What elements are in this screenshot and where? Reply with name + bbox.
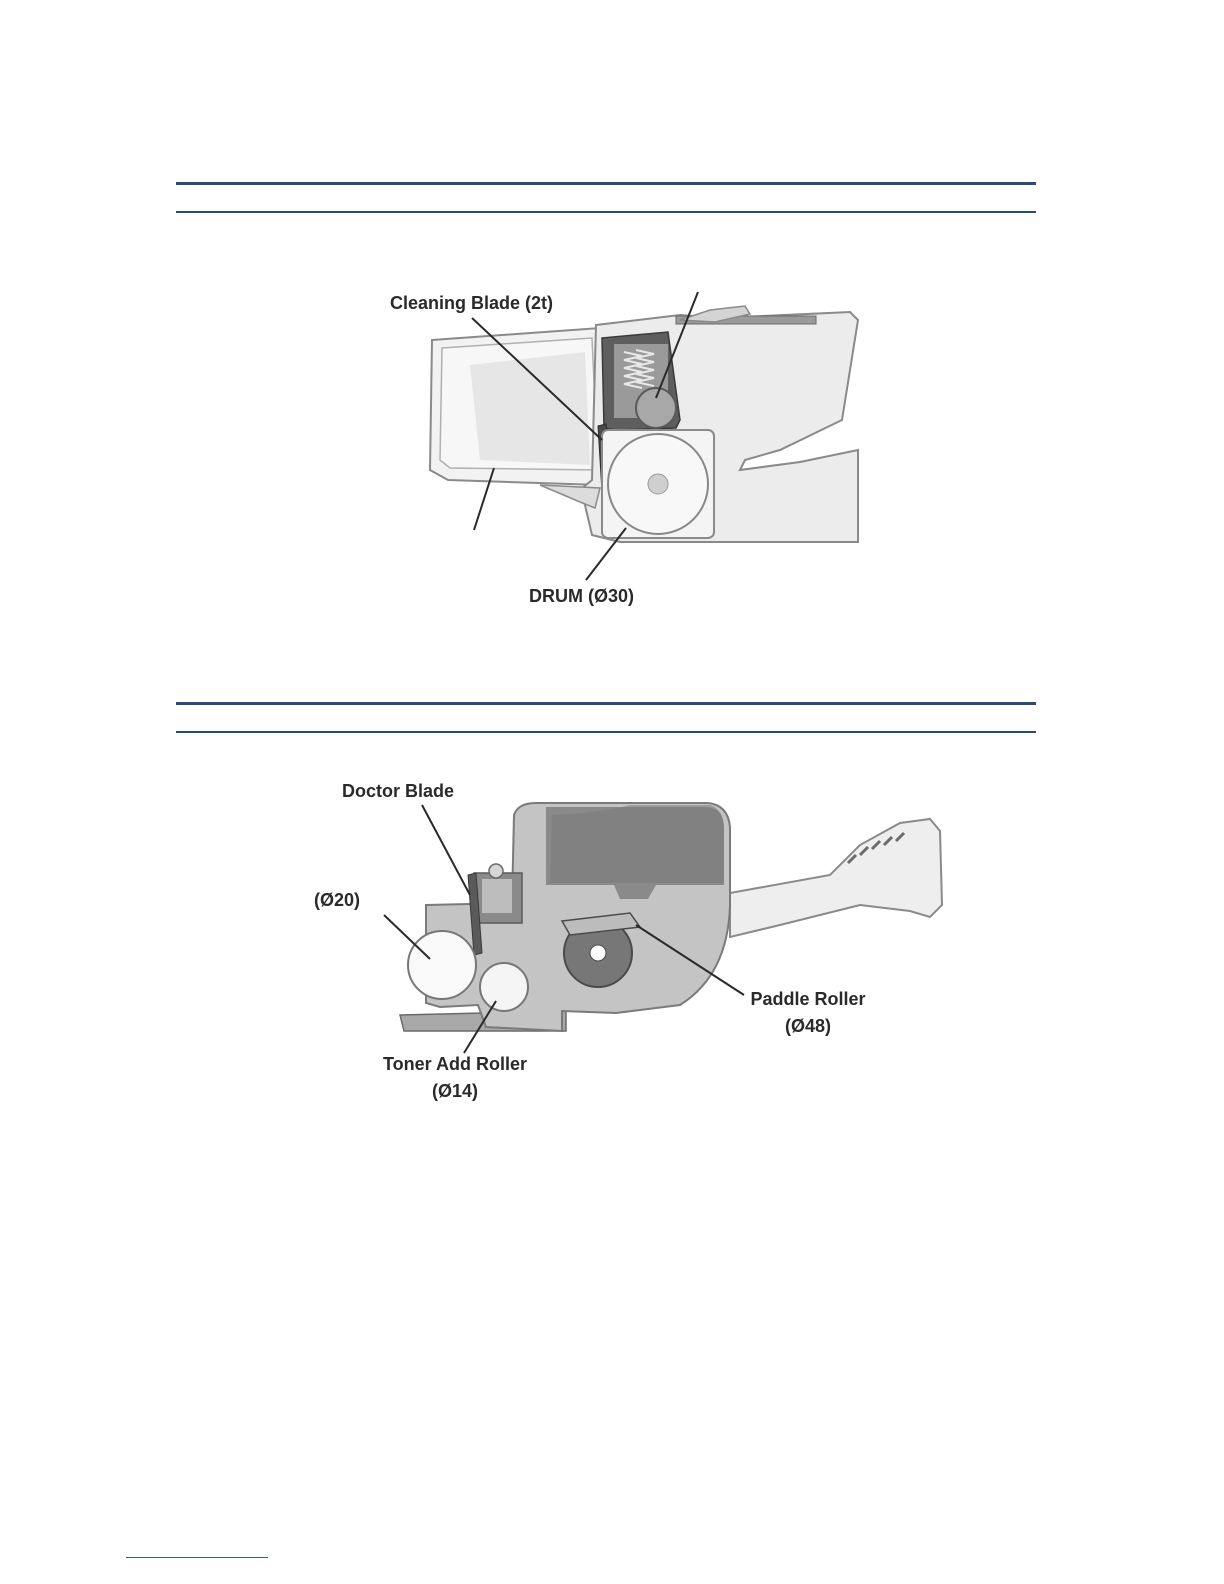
leader-doctor-blade xyxy=(422,805,470,895)
label-toner-add-line2: (Ø14) xyxy=(431,1081,478,1101)
section-rule-bottom-2 xyxy=(176,731,1036,733)
handle xyxy=(730,819,942,937)
charge-roller xyxy=(636,388,676,428)
drum-hub xyxy=(648,474,668,494)
label-toner-add-roller xyxy=(372,1053,538,1102)
label-doctor-blade: Doctor Blade xyxy=(342,781,455,801)
hopper-curve xyxy=(550,805,724,883)
label-paddle-roller-line1: Paddle Roller xyxy=(750,989,866,1009)
waste-hopper-shade xyxy=(470,352,590,465)
drum-unit-figure xyxy=(380,280,880,610)
label-cleaning-blade: Cleaning Blade (2t) xyxy=(390,293,554,313)
left-frame-inner xyxy=(482,879,512,913)
toner-add-roller xyxy=(480,963,528,1011)
screw xyxy=(489,864,503,878)
section-rule-bottom-1 xyxy=(176,211,1036,213)
label-roller-20: (Ø20) xyxy=(314,890,361,910)
paddle-roller-hub xyxy=(590,945,606,961)
section-rule-top-1 xyxy=(176,182,1036,185)
label-paddle-roller xyxy=(740,988,876,1037)
developer-roller xyxy=(408,931,476,999)
developer-unit-figure xyxy=(300,775,960,1110)
label-toner-add-line1: Toner Add Roller xyxy=(383,1054,527,1074)
footnote-separator xyxy=(126,1557,268,1558)
label-paddle-roller-line2: (Ø48) xyxy=(784,1016,831,1036)
label-drum: DRUM (Ø30) xyxy=(529,586,635,606)
drum-unit-diagram xyxy=(380,280,880,610)
section-rule-top-2 xyxy=(176,702,1036,705)
hopper-lip xyxy=(540,485,600,508)
